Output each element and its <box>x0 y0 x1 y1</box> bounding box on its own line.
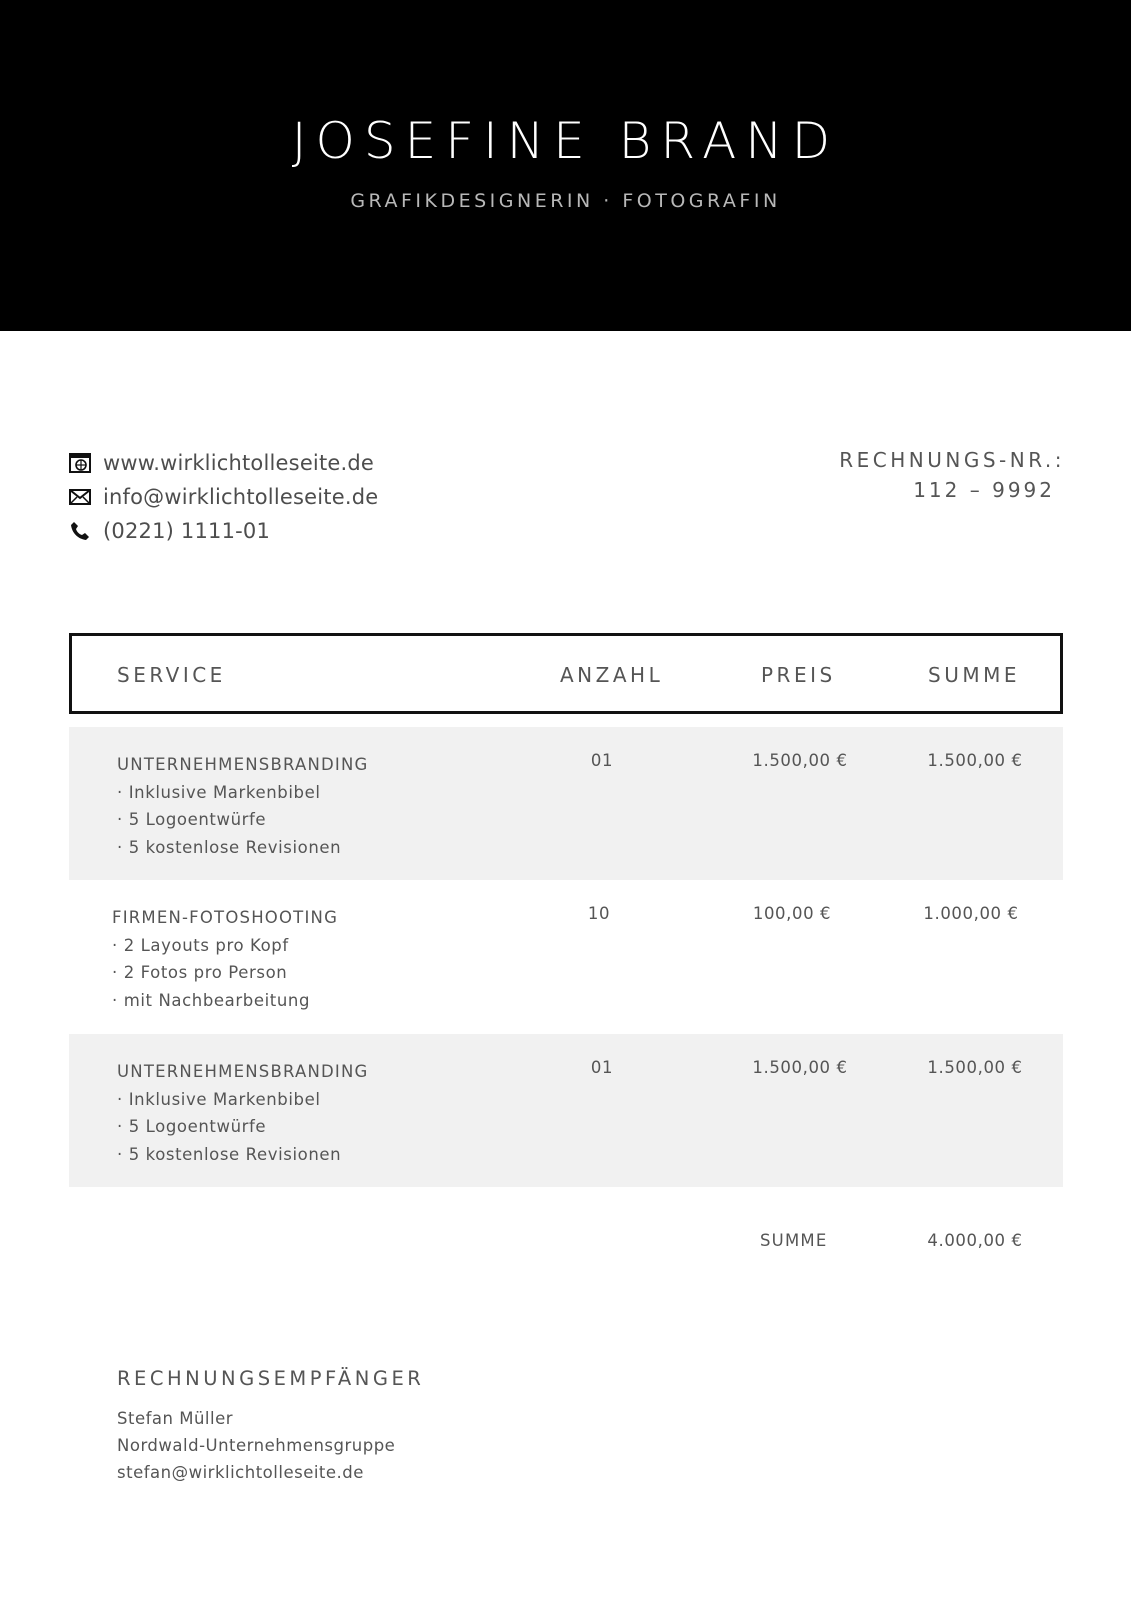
price-cell: 1.500,00 € <box>752 751 848 770</box>
column-header-preis: PREIS <box>761 663 836 687</box>
globe-icon <box>68 452 92 474</box>
contact-block <box>68 446 378 548</box>
header-banner <box>0 0 1131 331</box>
invoice-number-label: RECHNUNGS-NR.: <box>839 448 1065 472</box>
service-title: UNTERNEHMENSBRANDING <box>117 755 369 774</box>
table-row <box>69 880 1063 1033</box>
column-header-summe: SUMME <box>928 663 1020 687</box>
email-text: info@wirklichtolleseite.de <box>103 485 379 509</box>
invoice-number-value: 112 – 9992 <box>913 478 1055 502</box>
quantity-cell: 01 <box>590 1058 614 1077</box>
service-cell <box>117 1058 369 1168</box>
service-bullet: · 2 Layouts pro Kopf <box>112 935 289 955</box>
table-row <box>69 727 1063 880</box>
sum-cell: 1.000,00 € <box>923 904 1019 923</box>
service-bullet: · 5 Logoentwürfe <box>117 1117 267 1136</box>
service-bullet: · mit Nachbearbeitung <box>112 990 311 1010</box>
contact-phone[interactable] <box>68 514 378 548</box>
phone-icon <box>68 520 92 542</box>
designer-subtitle: GRAFIKDESIGNERIN · FOTOGRAFIN <box>350 190 781 212</box>
service-bullet: · 5 Logoentwürfe <box>117 810 267 829</box>
invoice-number-block <box>765 448 1065 502</box>
service-bullet: · Inklusive Markenbibel <box>117 782 321 802</box>
recipient-block <box>117 1367 424 1486</box>
total-value: 4.000,00 € <box>927 1231 1023 1250</box>
sum-cell: 1.500,00 € <box>927 751 1023 770</box>
service-bullet: · 2 Fotos pro Person <box>112 963 288 982</box>
sum-cell: 1.500,00 € <box>927 1058 1023 1077</box>
service-cell <box>117 751 369 861</box>
recipient-email[interactable]: stefan@wirklichtolleseite.de <box>117 1463 364 1482</box>
service-title: UNTERNEHMENSBRANDING <box>117 1062 369 1081</box>
quantity-cell: 01 <box>590 751 614 770</box>
service-bullet: · 5 kostenlose Revisionen <box>117 1144 342 1164</box>
service-title: FIRMEN-FOTOSHOOTING <box>112 908 339 927</box>
envelope-icon <box>68 486 92 508</box>
column-header-service: SERVICE <box>117 663 226 687</box>
column-header-anzahl: ANZAHL <box>560 663 664 687</box>
recipient-heading: RECHNUNGSEMPFÄNGER <box>117 1367 425 1390</box>
recipient-company: Nordwald-Unternehmensgruppe <box>117 1436 396 1455</box>
service-bullet: · Inklusive Markenbibel <box>117 1089 321 1109</box>
service-cell <box>112 904 338 1014</box>
table-header <box>69 633 1063 714</box>
website-text: www.wirklichtolleseite.de <box>103 451 375 475</box>
total-label: SUMME <box>760 1231 828 1250</box>
table-row <box>69 1034 1063 1187</box>
designer-name: JOSEFINE BRAND <box>291 112 840 170</box>
contact-email[interactable] <box>68 480 378 514</box>
service-bullet: · 5 kostenlose Revisionen <box>117 837 342 857</box>
quantity-cell: 10 <box>587 904 611 923</box>
recipient-name: Stefan Müller <box>117 1409 234 1428</box>
contact-website[interactable] <box>68 446 378 480</box>
phone-text: (0221) 1111-01 <box>103 519 271 543</box>
price-cell: 100,00 € <box>752 904 832 923</box>
price-cell: 1.500,00 € <box>752 1058 848 1077</box>
